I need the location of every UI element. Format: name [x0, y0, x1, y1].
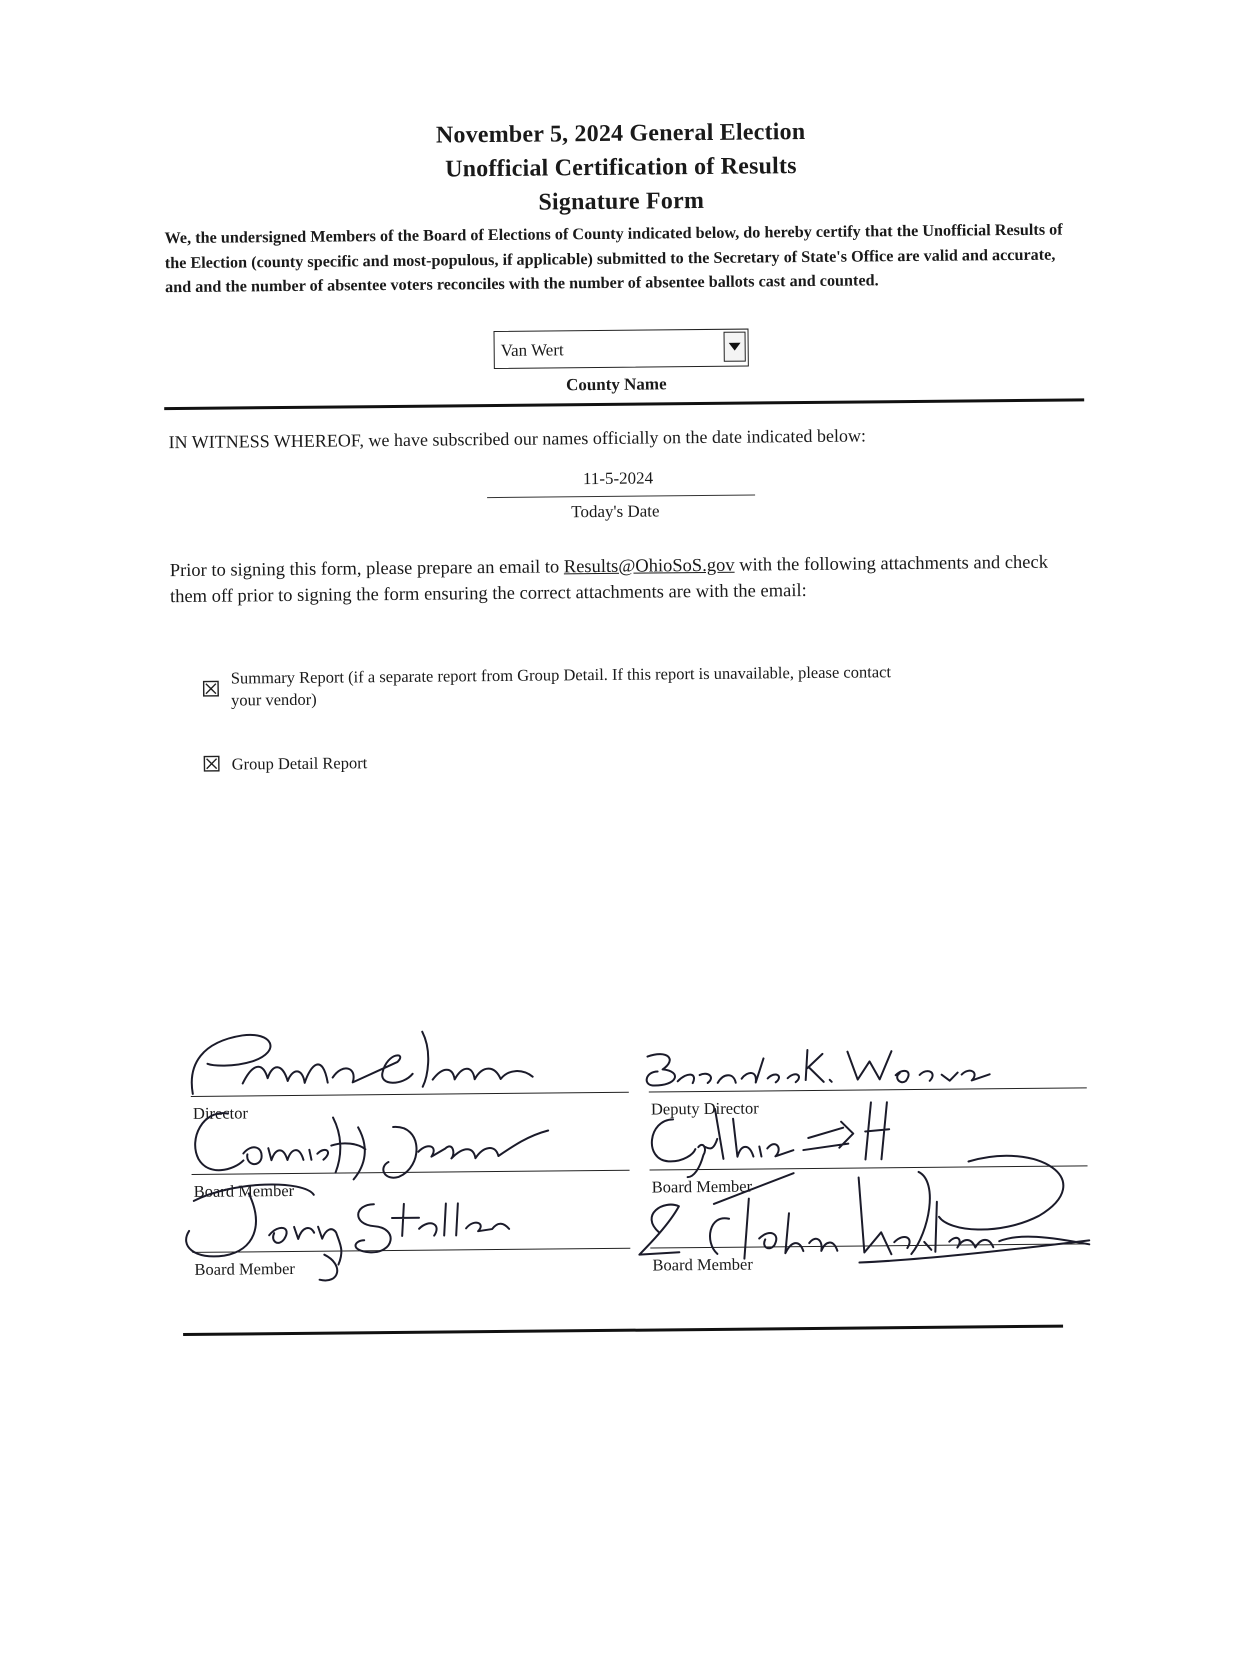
certification-statement: We, the undersigned Members of the Board of Elections of County indicated below, do hereby certify that the Unofficial Results of the Election (county specific and most-populous, if applicable) submitted to the Secretary of State's Office are valid and accurate, and and the number of absentee voters reconciles with the number of absentee ballots cast and counted.	[164, 220, 1063, 297]
email-link[interactable]: Results@OhioSoS.gov	[563, 555, 735, 578]
board-member-4-label: Board Member	[652, 1254, 753, 1275]
summary-report-label-1: Summary Report (if a separate report from Group Detail. If this report is unavailable, please contact	[230, 662, 892, 688]
group-detail-checkbox[interactable]	[204, 756, 220, 772]
date-value: 11-5-2024	[582, 468, 654, 489]
divider-top	[164, 398, 1084, 410]
board-member-2-signature	[174, 1173, 535, 1286]
title-line-1: November 5, 2024 General Election	[435, 118, 806, 149]
director-label: Director	[192, 1103, 249, 1123]
group-detail-label: Group Detail Report	[231, 753, 368, 774]
summary-report-label-2: your vendor)	[230, 689, 317, 710]
instructions-paragraph	[170, 549, 1070, 610]
date-underline	[487, 494, 755, 498]
deputy-director-label: Deputy Director	[650, 1098, 759, 1119]
witness-statement: IN WITNESS WHEREOF, we have subscribed our names officially on the date indicated below:	[168, 425, 867, 453]
board-member-1-label: Board Member	[193, 1180, 295, 1201]
deputy-director-signature	[637, 1038, 998, 1101]
board-member-4-signature	[618, 1140, 1099, 1285]
date-label: Today's Date	[571, 501, 660, 522]
title-line-2: Unofficial Certification of Results	[445, 153, 797, 183]
instructions-text-before: Prior to signing this form, please prepare an email to	[169, 557, 564, 582]
director-signature	[182, 1020, 563, 1104]
board-member-3-label: Board Member	[651, 1176, 753, 1197]
county-dropdown-button[interactable]	[724, 332, 746, 362]
chevron-down-icon	[729, 343, 741, 351]
board-member-2-label: Board Member	[194, 1258, 295, 1279]
divider-bottom	[183, 1325, 1063, 1336]
county-select[interactable]	[493, 329, 748, 369]
county-select-value: Van Wert	[500, 340, 564, 360]
summary-report-checkbox[interactable]	[203, 681, 219, 697]
title-line-3: Signature Form	[538, 187, 705, 216]
instructions-text-after: with the following attachments and check them off prior to signing the form ensuring the correct attachments are with the email:	[169, 552, 1049, 608]
county-name-label: County Name	[565, 374, 667, 395]
